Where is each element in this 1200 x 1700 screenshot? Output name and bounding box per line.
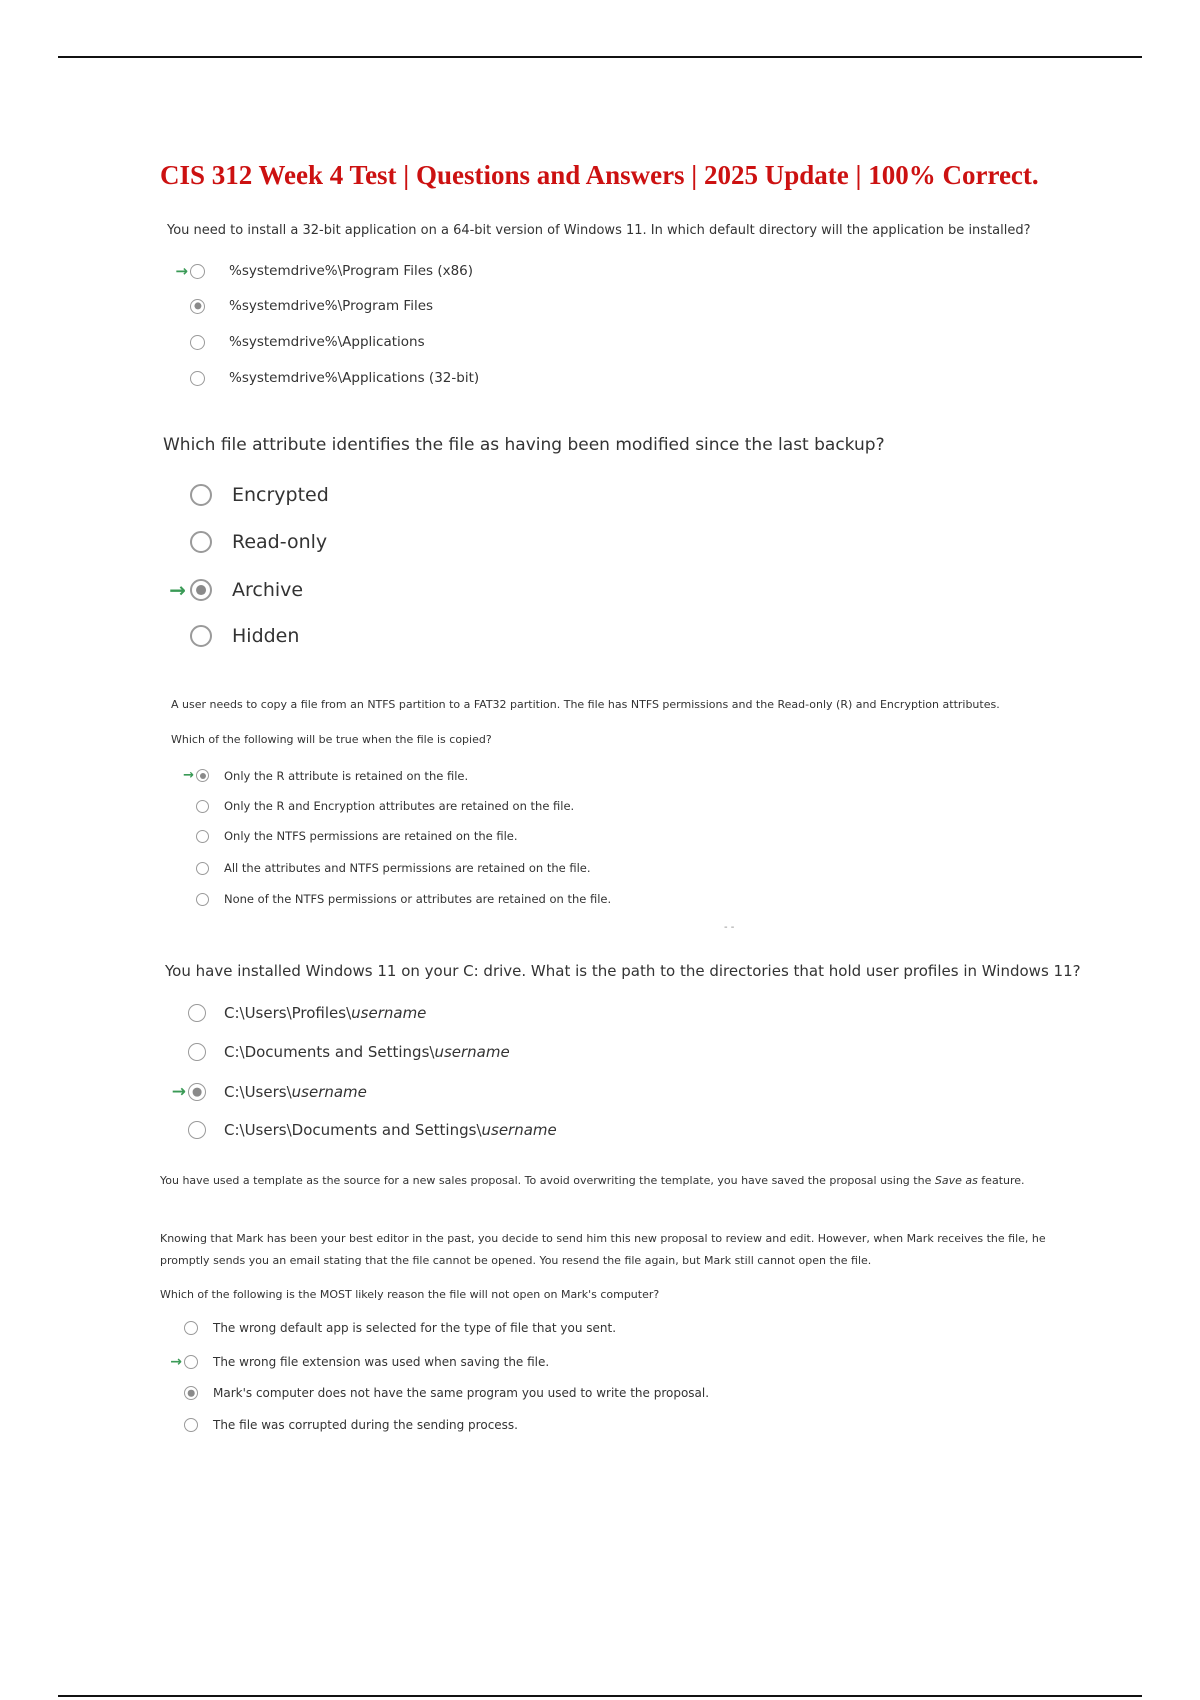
radio-empty-icon[interactable] (190, 264, 205, 279)
question-5-text: Which of the following is the MOST likely reason the file will not open on Mark's computer? (160, 1288, 660, 1301)
q2-option-3[interactable] (160, 578, 303, 602)
radio-empty-icon[interactable] (190, 531, 212, 553)
option-label: Encrypted (232, 484, 329, 506)
radio-empty-icon[interactable] (196, 830, 209, 843)
q3-option-1[interactable] (172, 768, 468, 783)
arrow-slot (160, 1354, 182, 1370)
q2-option-4[interactable] (160, 625, 299, 647)
q2-option-2[interactable] (160, 531, 327, 553)
radio-selected-icon[interactable] (190, 579, 212, 601)
option-label: The wrong default app is selected for the type of file that you sent. (213, 1321, 617, 1335)
option-label: Archive (232, 579, 304, 601)
arrow-right-icon: → (175, 262, 188, 280)
q5-option-4[interactable] (160, 1418, 518, 1432)
arrow-slot (162, 1082, 186, 1102)
question-3-text-1: A user needs to copy a file from an NTFS partition to a FAT32 partition. The file has NTFS permissions and the Read-only (R) and Encryption attributes. (171, 698, 1000, 711)
radio-empty-icon[interactable] (190, 371, 205, 386)
q4-option-3[interactable] (162, 1082, 367, 1102)
radio-empty-icon[interactable] (184, 1321, 198, 1335)
radio-empty-icon[interactable] (188, 1043, 206, 1061)
q3-option-5[interactable] (172, 892, 611, 906)
bottom-rule (58, 1695, 1142, 1697)
q5-option-1[interactable] (160, 1321, 616, 1335)
top-rule (58, 56, 1142, 58)
radio-empty-icon[interactable] (184, 1355, 198, 1369)
question-2-text: Which file attribute identifies the file as having been modified since the last backup? (163, 435, 885, 455)
q3-option-2[interactable] (172, 799, 574, 813)
option-label: C:\Users\Profiles\username (224, 1004, 427, 1022)
radio-empty-icon[interactable] (196, 893, 209, 906)
q4-option-1[interactable] (162, 1004, 426, 1022)
arrow-right-icon: → (170, 1354, 182, 1370)
q2-option-1[interactable] (160, 484, 329, 506)
q1-option-1[interactable] (166, 262, 473, 280)
option-label: Hidden (232, 625, 300, 647)
option-label: %systemdrive%\Applications (32-bit) (229, 370, 480, 386)
question-5-paragraph-2: Knowing that Mark has been your best editor in the past, you decide to send him this new proposal to review and edit. However, when Mark receives the file, he promptly sends you an email stating that the file cannot be opened. You resend the file again, but Mark still cannot open the file. (160, 1232, 1046, 1267)
option-label: The wrong file extension was used when saving the file. (213, 1355, 550, 1369)
radio-selected-icon[interactable] (188, 1083, 206, 1101)
separator-dots: - - (724, 922, 735, 933)
q3-option-3[interactable] (172, 829, 518, 843)
option-label: C:\Users\username (224, 1083, 367, 1101)
page-title: CIS 312 Week 4 Test | Questions and Answers | 2025 Update | 100% Correct. (160, 160, 1039, 190)
question-1-text: You need to install a 32-bit application on a 64-bit version of Windows 11. In which default directory will the application be installed? (167, 223, 1031, 238)
option-label: C:\Users\Documents and Settings\username (224, 1121, 557, 1139)
q5-option-2[interactable] (160, 1354, 549, 1370)
arrow-right-icon: → (169, 578, 186, 602)
q4-option-4[interactable] (162, 1121, 557, 1139)
q4-option-2[interactable] (162, 1043, 510, 1061)
q1-option-3[interactable] (166, 334, 425, 350)
arrow-right-icon: → (183, 768, 194, 783)
q5-option-3[interactable] (160, 1386, 709, 1400)
radio-selected-icon[interactable] (184, 1386, 198, 1400)
option-label: %systemdrive%\Applications (229, 334, 425, 350)
arrow-slot (160, 578, 186, 602)
option-label: %systemdrive%\Program Files (x86) (229, 263, 474, 279)
radio-empty-icon[interactable] (190, 625, 212, 647)
question-5-paragraph-1: You have used a template as the source for a new sales proposal. To avoid overwriting the template, you have saved the proposal using the Save as feature. (160, 1174, 1025, 1187)
arrow-slot (172, 768, 194, 783)
option-label: Read-only (232, 531, 328, 553)
radio-empty-icon[interactable] (188, 1121, 206, 1139)
option-label: Only the NTFS permissions are retained on the file. (224, 829, 518, 843)
radio-empty-icon[interactable] (184, 1418, 198, 1432)
radio-selected-icon[interactable] (190, 299, 205, 314)
question-3-text-2: Which of the following will be true when the file is copied? (171, 733, 492, 746)
option-label: The file was corrupted during the sending process. (213, 1418, 518, 1432)
option-label: Only the R attribute is retained on the file. (224, 768, 469, 783)
option-label: All the attributes and NTFS permissions are retained on the file. (224, 861, 591, 875)
radio-empty-icon[interactable] (188, 1004, 206, 1022)
radio-selected-icon[interactable] (196, 769, 209, 782)
q1-option-4[interactable] (166, 370, 479, 386)
option-label: Mark's computer does not have the same program you used to write the proposal. (213, 1386, 710, 1400)
option-label: %systemdrive%\Program Files (229, 298, 434, 314)
q3-option-4[interactable] (172, 861, 591, 875)
radio-empty-icon[interactable] (196, 800, 209, 813)
radio-empty-icon[interactable] (196, 862, 209, 875)
option-label: None of the NTFS permissions or attributes are retained on the file. (224, 892, 612, 906)
radio-empty-icon[interactable] (190, 335, 205, 350)
q1-option-2[interactable] (166, 298, 433, 314)
arrow-slot (166, 262, 188, 280)
option-label: C:\Documents and Settings\username (224, 1043, 510, 1061)
question-4-text: You have installed Windows 11 on your C: drive. What is the path to the directories that hold user profiles in Windows 11? (165, 962, 1081, 980)
option-label: Only the R and Encryption attributes are retained on the file. (224, 799, 575, 813)
arrow-right-icon: → (171, 1082, 186, 1102)
radio-empty-icon[interactable] (190, 484, 212, 506)
